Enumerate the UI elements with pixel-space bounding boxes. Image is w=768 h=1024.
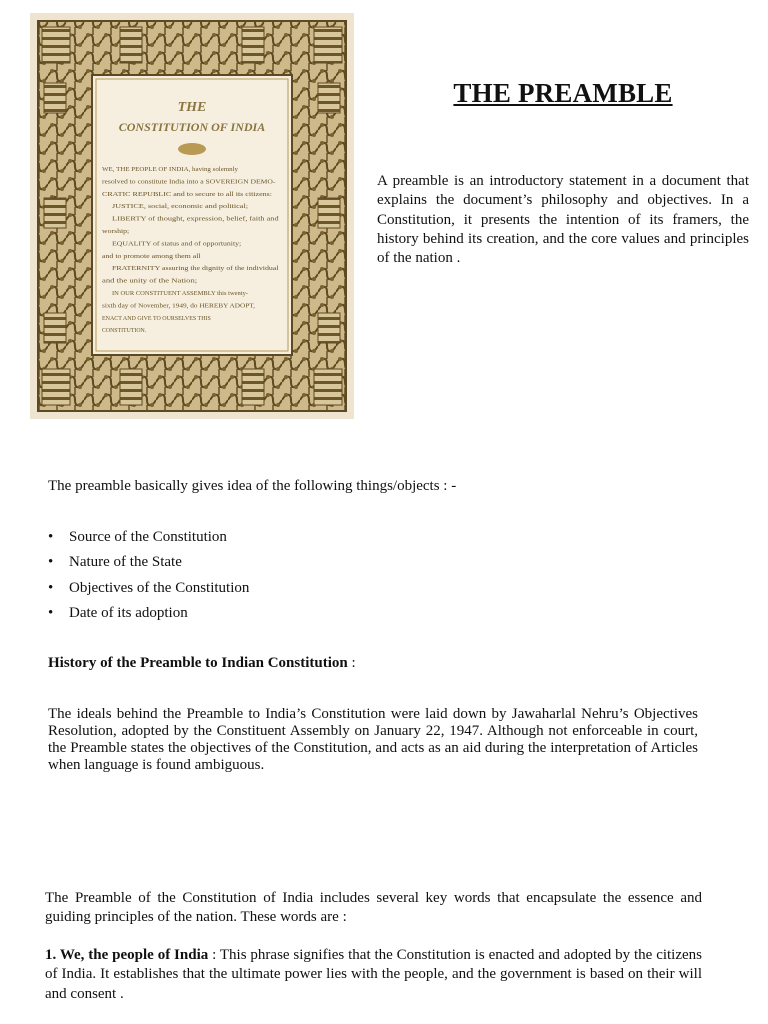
preamble-text-line: FRATERNITY assuring the dignity of the individual: [112, 265, 279, 273]
history-heading-colon: :: [347, 655, 356, 671]
preamble-text-line: LIBERTY of thought, expression, belief, faith and: [112, 215, 280, 223]
preamble-image-heading-the: THE: [177, 100, 207, 115]
list-item: [48, 527, 249, 552]
page-title: THE PREAMBLE: [453, 78, 673, 108]
history-heading: [48, 655, 356, 672]
list-item-text: Objectives of the Constitution: [69, 579, 250, 596]
emblem-ornament: [178, 143, 206, 155]
preamble-image-heading: CONSTITUTION OF INDIA: [118, 120, 266, 134]
preamble-text-line: CONSTITUTION.: [102, 327, 147, 335]
list-item: [48, 552, 249, 577]
keyword-1-text: : This phrase signifies that the Constitution is enacted and adopted by the citizens of India. It establishes that the ultimate power lies with the people, and the government is based on their will and consent .: [45, 947, 703, 1002]
bullet-icon: •: [48, 604, 54, 621]
list-item: [48, 578, 249, 603]
keywords-intro-paragraph: The Preamble of the Constitution of India includes several key words that encapsulate the essence and guiding principles of the nation. These words are :: [45, 890, 702, 926]
preamble-text-line: JUSTICE, social, economic and political;: [112, 203, 249, 211]
preamble-image: [30, 13, 354, 419]
list-item-text: Date of its adoption: [69, 604, 188, 621]
preamble-text-line: sixth day of November, 1949, do HEREBY ADOPT,: [102, 302, 256, 310]
preamble-text-line: WE, THE PEOPLE OF INDIA, having solemnly: [102, 166, 240, 173]
lead-sentence: The preamble basically gives idea of the following things/objects : -: [48, 478, 457, 494]
history-heading-text: History of the Preamble to Indian Constitution: [48, 655, 348, 671]
objects-list: [48, 527, 249, 628]
bullet-icon: •: [48, 529, 54, 545]
list-item-text: Nature of the State: [69, 554, 182, 571]
bullet-icon: •: [48, 579, 54, 596]
preamble-text-line: CRATIC REPUBLIC and to secure to all its citizens:: [102, 190, 273, 198]
list-item-text: Source of the Constitution: [69, 529, 227, 545]
preamble-text-line: IN OUR CONSTITUENT ASSEMBLY this twenty-: [112, 290, 248, 297]
bullet-icon: •: [48, 554, 54, 571]
keyword-1-term: 1. We, the people of India: [45, 947, 209, 963]
preamble-text-line: EQUALITY of status and of opportunity;: [112, 240, 242, 248]
preamble-text-line: and to promote among them all: [102, 252, 201, 260]
preamble-illustration: [30, 13, 354, 419]
preamble-text-line: resolved to constitute India into a SOVEREIGN DEMO-: [102, 178, 276, 186]
history-paragraph: The ideals behind the Preamble to India’s Constitution were laid down by Jawaharlal Nehru’s Objectives Resolution, adopted by the Constituent Assembly on January 22, 1947. Although not enforceable in court, the Preamble states the objectives of the Constitution, and acts as an aid during the interpretation of Articles when language is found ambiguous.: [48, 706, 698, 773]
preamble-text-line: ENACT AND GIVE TO OURSELVES THIS: [102, 314, 212, 322]
intro-paragraph: A preamble is an introductory statement in a document that explains the document’s philosophy and objectives. In a Constitution, it presents the intention of its framers, the history behind its creation, and the core values and principles of the nation .: [377, 173, 749, 267]
preamble-text-line: worship;: [102, 228, 130, 235]
keyword-1-paragraph: [45, 946, 702, 1004]
list-item: [48, 603, 249, 628]
preamble-text-line: and the unity of the Nation;: [102, 277, 198, 285]
